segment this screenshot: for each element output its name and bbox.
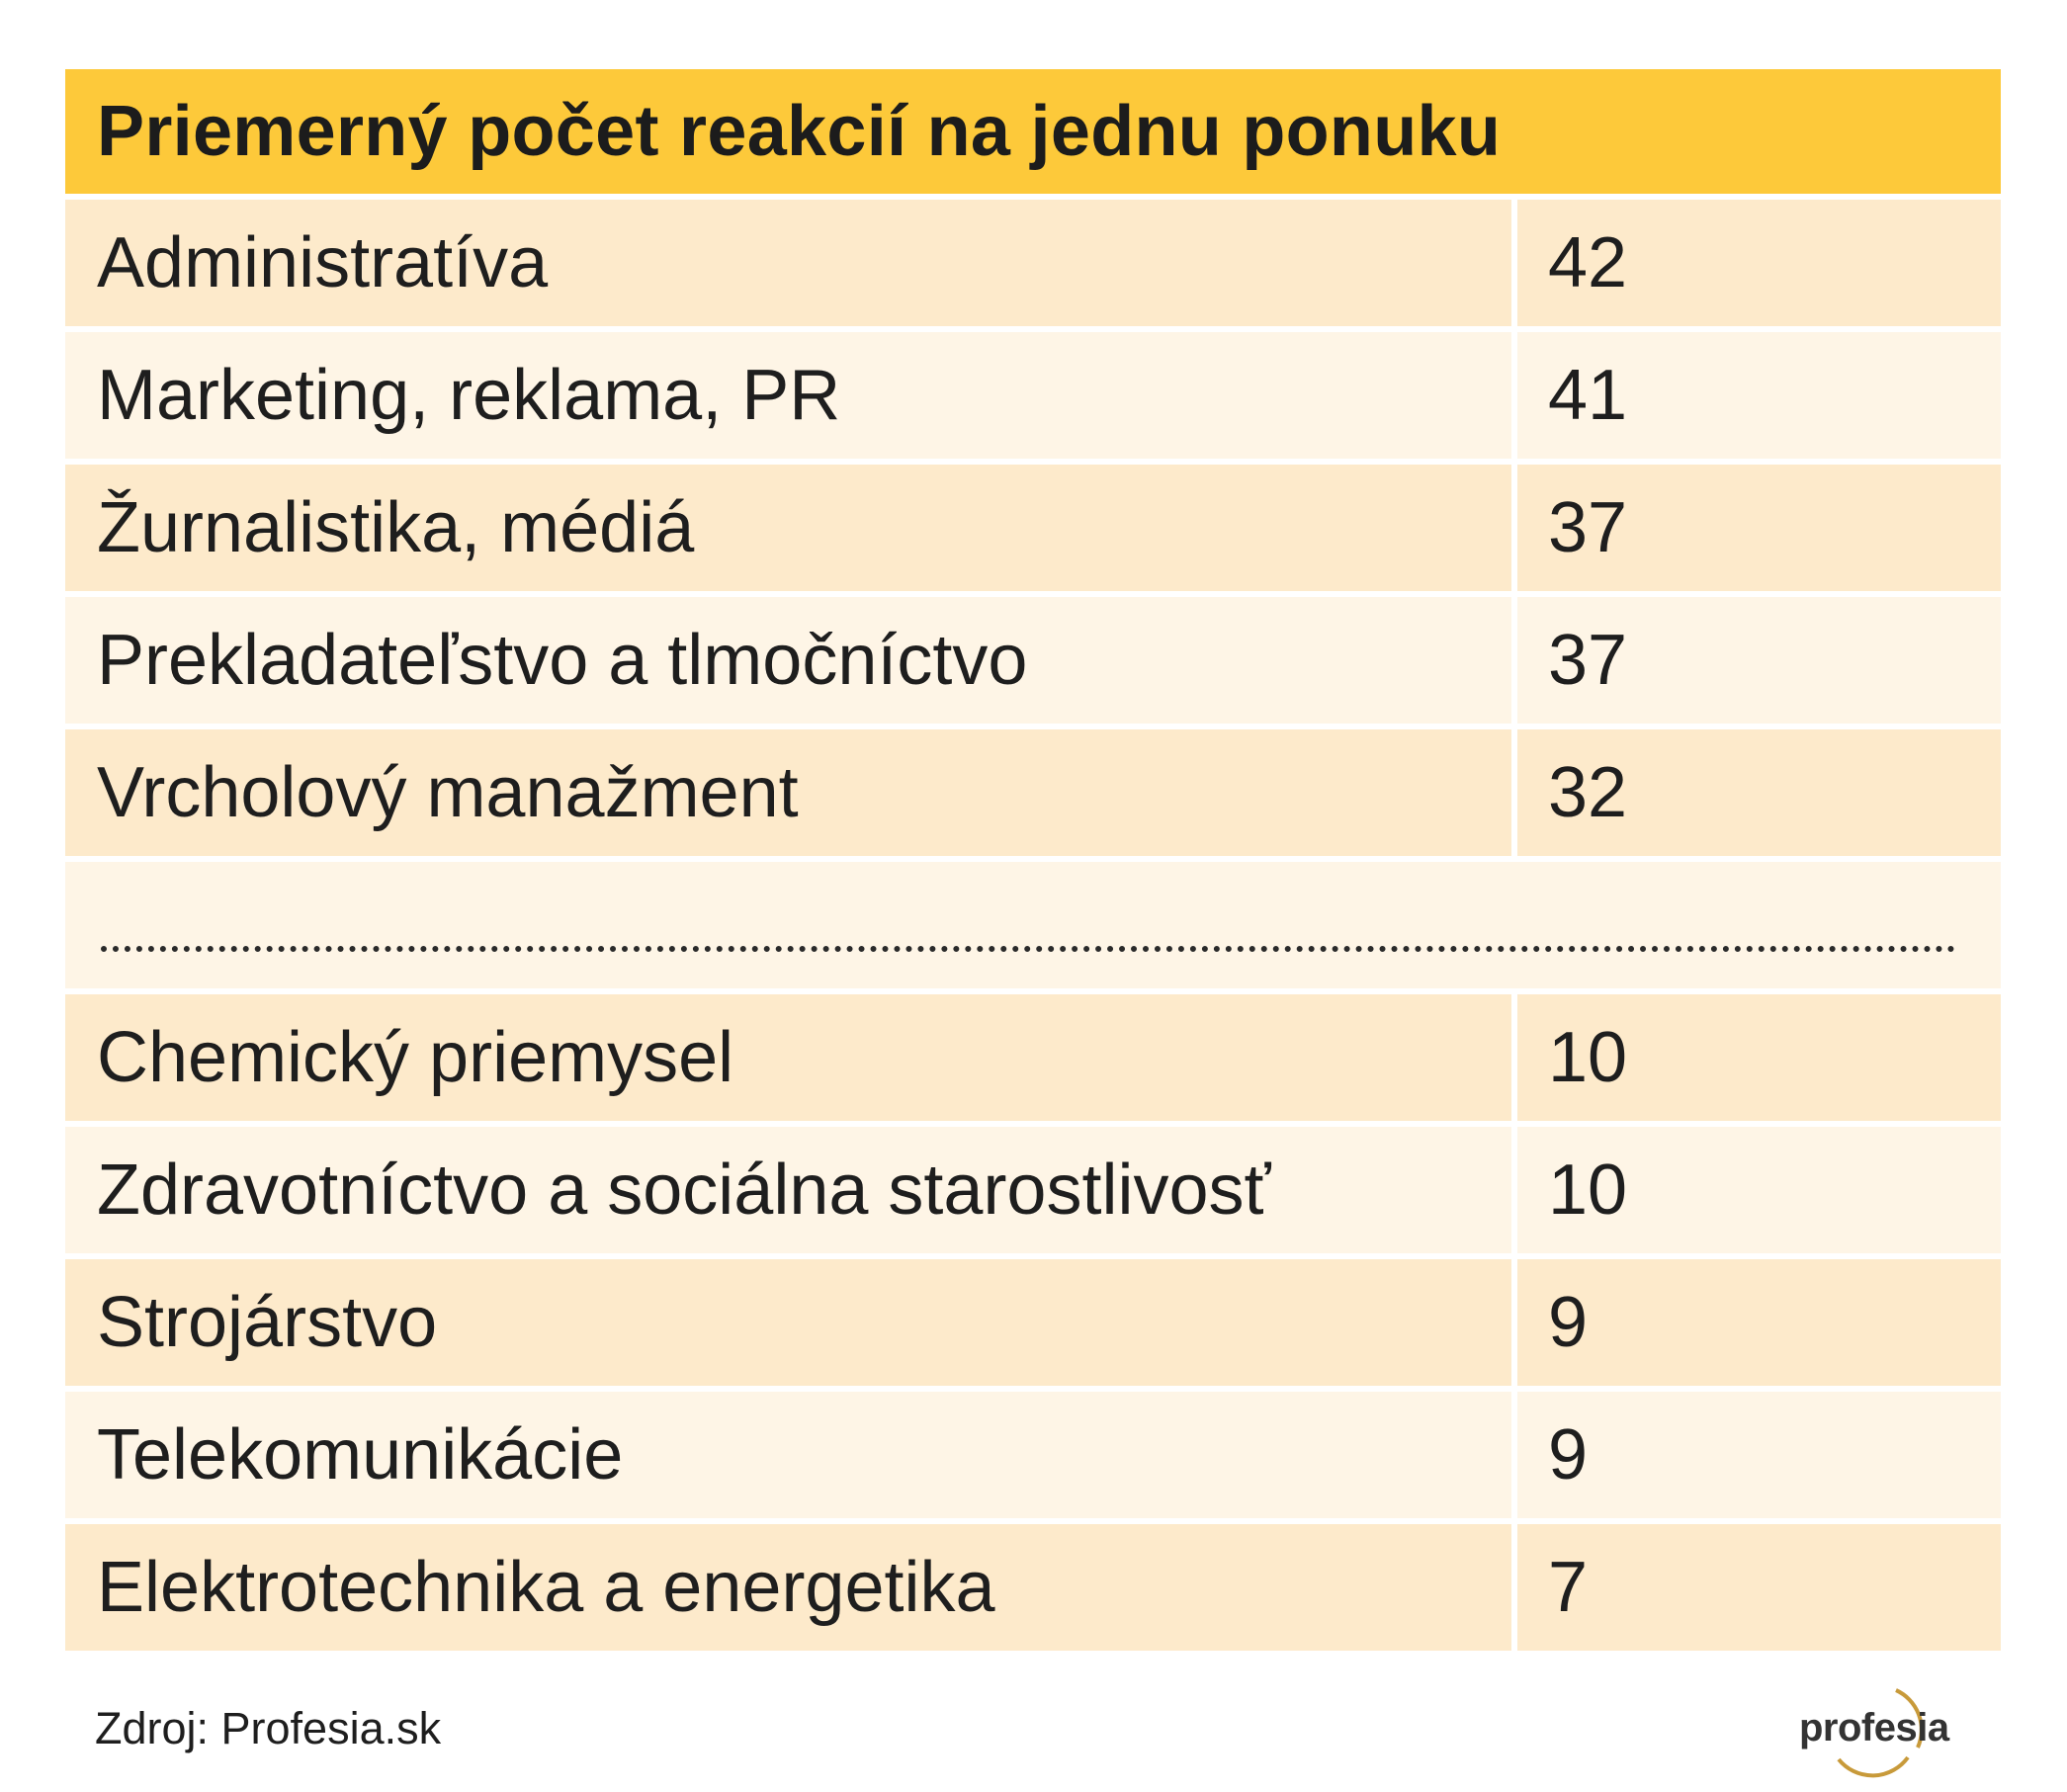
source-note: Zdroj: Profesia.sk	[95, 1703, 442, 1753]
reaction-count: 9	[1517, 1392, 2001, 1518]
table-row	[65, 1127, 2001, 1253]
table-row	[65, 200, 2001, 326]
profesia-logo	[1779, 1682, 1957, 1781]
category-label: Vrcholový manažment	[65, 729, 1511, 856]
table-row	[65, 1524, 2001, 1651]
category-label: Strojárstvo	[65, 1259, 1511, 1386]
top-rows-group	[65, 200, 2001, 856]
ellipsis-row	[65, 862, 2001, 988]
bottom-rows-group	[65, 994, 2001, 1651]
reaction-count: 10	[1517, 994, 2001, 1121]
category-label: Žurnalistika, médiá	[65, 465, 1511, 591]
category-label: Zdravotníctvo a sociálna starostlivosť	[65, 1127, 1511, 1253]
category-label: Prekladateľstvo a tlmočníctvo	[65, 597, 1511, 724]
category-label: Marketing, reklama, PR	[65, 332, 1511, 459]
reaction-count: 42	[1517, 200, 2001, 326]
table-row	[65, 1392, 2001, 1518]
ranking-table	[65, 69, 2001, 1651]
table-row	[65, 597, 2001, 724]
category-label: Chemický priemysel	[65, 994, 1511, 1121]
table-row	[65, 994, 2001, 1121]
reaction-count: 37	[1517, 597, 2001, 724]
category-label: Administratíva	[65, 200, 1511, 326]
reaction-count: 37	[1517, 465, 2001, 591]
reaction-count: 7	[1517, 1524, 2001, 1651]
category-label: Telekomunikácie	[65, 1392, 1511, 1518]
reaction-count: 32	[1517, 729, 2001, 856]
table-row	[65, 465, 2001, 591]
table-title: Priemerný počet reakcií na jednu ponuku	[97, 92, 1502, 171]
ellipsis-dots	[101, 946, 1955, 952]
table-row	[65, 1259, 2001, 1386]
logo-text: profesia	[1799, 1706, 1949, 1749]
reaction-count: 9	[1517, 1259, 2001, 1386]
reaction-count: 41	[1517, 332, 2001, 459]
title-bar	[65, 69, 2001, 194]
table-row	[65, 332, 2001, 459]
reaction-count: 10	[1517, 1127, 2001, 1253]
table-row	[65, 729, 2001, 856]
category-label: Elektrotechnika a energetika	[65, 1524, 1511, 1651]
